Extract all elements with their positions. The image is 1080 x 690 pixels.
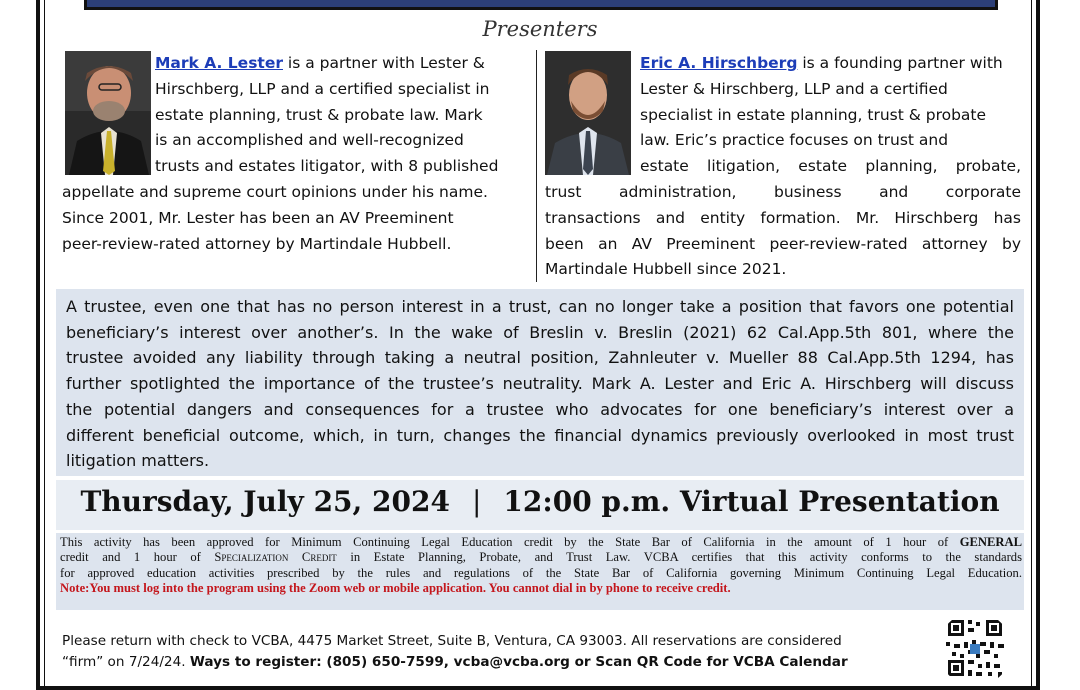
ways-to-register[interactable]: Ways to register: (805) 650-7599, vcba@vcba.org or Scan QR Code for VCBA Calendar [189,654,848,670]
bio-line: estate planning, trust & probate law. Mark [155,105,483,124]
column-divider [536,50,537,282]
return-address: Please return with check to VCBA, 4475 Market Street, Suite B, Ventura, CA 93003. All reservations are considered [62,633,842,649]
bio-line: specialist in estate planning, trust & probate [640,105,987,124]
bio-line: peer-review-rated attorney by Martindale Hubbell. [62,234,452,253]
description-line: beneficiary’s interest over another’s. In the wake of Breslin v. Breslin (2021) 62 Cal.App.5th 801, where the [66,322,1014,342]
bio-line: estate litigation, estate planning, probate, [640,157,1021,176]
presenter-photo-hirschberg [545,51,631,175]
cle-line: for approved education activities prescribed by the rules and regulations of the State Bar of California governing Minimum Continuing Legal Education. [60,565,1022,580]
bio-line: Hirschberg, LLP and a certified specialist in [155,79,490,98]
cle-line: This activity has been approved for Minimum Continuing Legal Education credit by the State Bar of California in the amount of 1 hour of GENERAL [60,535,1022,549]
bio-line: Martindale Hubbell since 2021. [545,260,787,279]
description-line: A trustee, even one that has no person interest in a trust, can no longer take a position that favors one potential [66,297,1014,316]
bio-line: Mark A. Lester is a partner with Lester & [155,54,485,72]
event-time: 12:00 p.m. Virtual Presentation [503,485,1000,518]
description-line: the potential dangers and consequences for a trustee who advocates for one beneficiary’s interest over a [66,399,1014,419]
event-date: Thursday, July 25, 2024 [80,485,450,518]
description-line: different beneficial outcome, which, in turn, changes the financial dynamics previously overlooked in most trust [66,425,1014,445]
bio-line: Lester & Hirschberg, LLP and a certified [640,79,948,98]
event-datetime [56,485,1024,518]
description-line: litigation matters. [66,451,210,471]
description-line: trustee avoided any liability through taking a neutral position, Zahnleuter v. Mueller 88 Cal.App.5th 1294, has [66,348,1014,368]
registration-line: “firm” on 7/24/24. Ways to register: (805) 650-7599, vcba@vcba.org or Scan QR Code for VCBA Calendar [62,654,848,670]
bio-line: law. Eric’s practice focuses on trust and [640,131,949,150]
program-description [66,294,1014,474]
bio-line: transactions and entity formation. Mr. Hirschberg has [545,208,1021,227]
cle-line: credit and 1 hour of Specialization Credit in Estate Planning, Probate, and Trust Law. VCBA certifies that this activity conforms to the standards [60,550,1022,565]
bio-line: trusts and estates litigator, with 8 published [155,157,499,176]
presenters-heading: Presenters [482,17,598,41]
bio-line: Since 2001, Mr. Lester has been an AV Preeminent [62,208,454,227]
presenter-name-link[interactable]: Eric A. Hirschberg [640,54,798,72]
bio-line: trust administration, business and corporate [545,183,1021,201]
bio-line: been an AV Preeminent peer-review-rated attorney by [545,234,1021,253]
title-banner-edge [84,0,998,10]
zoom-note: Note:You must log into the program using the Zoom web or mobile application. You cannot dial in by phone to receive credit. [60,581,731,596]
presenter-photo-lester [65,51,151,175]
description-line: further spotlighted the importance of the trustee’s neutrality. Mark A. Lester and Eric A. Hirschberg will discuss [66,374,1014,394]
presenter-name-link[interactable]: Mark A. Lester [155,54,283,72]
bio-line: appellate and supreme court opinions under his name. [62,183,488,201]
registration-info [62,631,848,673]
mcle-statement [60,535,1022,597]
bio-line: Eric A. Hirschberg is a founding partner with [640,54,1003,72]
bio-line: is an accomplished and well-recognized [155,131,464,150]
date-separator: | [471,485,482,518]
